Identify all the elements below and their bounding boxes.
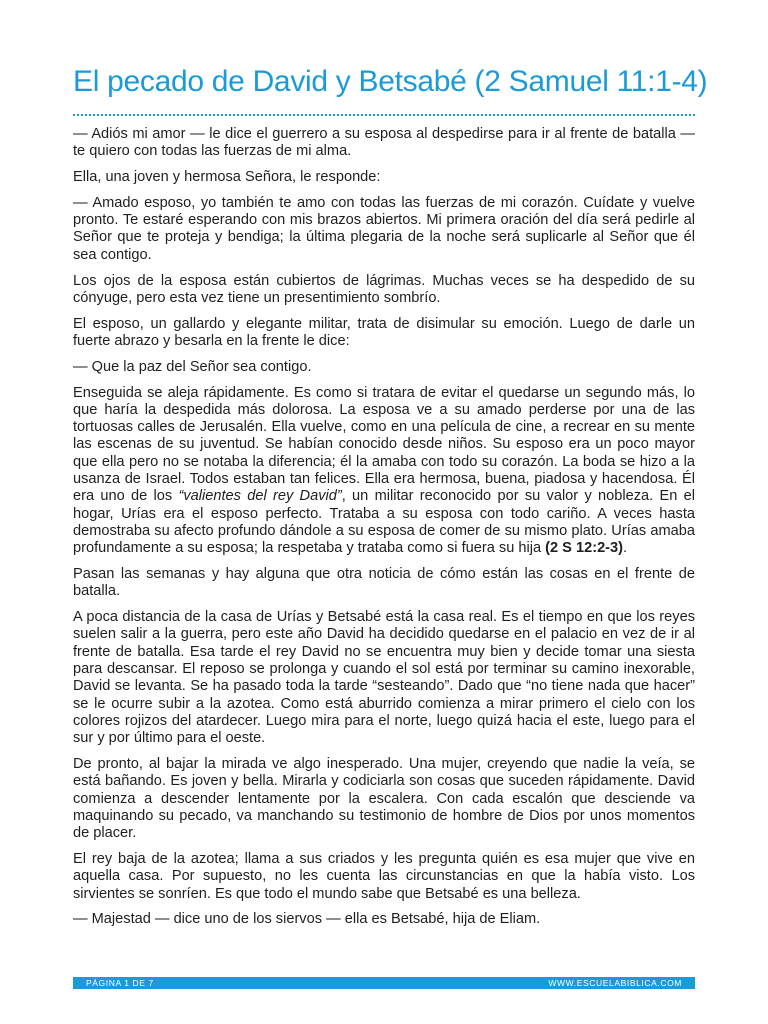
page-number: PÁGINA 1 DE 7 [86,978,154,988]
paragraph: El esposo, un gallardo y elegante militar, trata de disimular su emoción. Luego de darle un fuerte abrazo y besarla en la frente le dice: [73,315,695,349]
paragraph: El rey baja de la azotea; llama a sus criados y les pregunta quién es esa mujer que vive en aquella casa. Por supuesto, no les cuenta las circunstancias en que la había visto. Los sirvientes se sonríen. Es que todo el mundo sabe que Betsabé es una belleza. [73,850,695,902]
paragraph-text: , un militar reconocido por su valor y nobleza. En el hogar, Urías era el esposo perfecto. Trataba a su esposa con todo cariño. A veces hasta demostraba su afecto profundo dándole a su esposa de comer de su mismo plato. Urías amaba profundamente a su esposa; la respetaba y trataba como si fuera su hija [73,488,695,557]
document-body [73,126,695,937]
paragraph-text: . [623,540,628,557]
paragraph: A poca distancia de la casa de Urías y Betsabé está la casa real. Es el tiempo en que los reyes suelen salir a la guerra, pero este año David ha decidido quedarse en el palacio en vez de ir al frente de batalla. Esa tarde el rey David no se encuentra muy bien y decide tomar una siesta para descansar. El reposo se prolonga y cuando el sol está por terminar su camino inexorable, David se levanta. Se ha pasado toda la tarde “sesteando”. Dado que “no tiene nada que hacer” se le ocurre subir a la azotea. Como está aburrido comienza a mirar primero el cielo con los colores rojizos del atardecer. Luego mira para el norte, luego quizá hacia el este, luego para el sur y por último para el oeste. [73,609,695,747]
paragraph: — Adiós mi amor — le dice el guerrero a su esposa al despedirse para ir al frente de batalla — te quiero con todas las fuerzas de mi alma. [73,126,695,160]
italic-quote: “valientes del rey David” [178,488,342,505]
paragraph: Los ojos de la esposa están cubiertos de lágrimas. Muchas veces se ha despedido de su cónyuge, pero esta vez tiene un presentimiento sombrío. [73,272,695,306]
paragraph [73,385,695,558]
paragraph: Ella, una joven y hermosa Señora, le responde: [73,169,381,186]
paragraph: — Amado esposo, yo también te amo con todas las fuerzas de mi corazón. Cuídate y vuelve pronto. Te estaré esperando con mis brazos abiertos. Mi primera oración del día será pedirle al Señor que te proteja y bendiga; la última plegaria de la noche será suplicarle al Señor que él sea contigo. [73,194,695,263]
paragraph-text: Enseguida se aleja rápidamente. Es como si tratara de evitar el quedarse un segundo más, lo que haría la despedida más dolorosa. La esposa ve a su amado perderse por una de las tortuosas calles de Jerusalén. Ella vuelve, como en una película de cine, a recrear en su mente las escenas de su juventud. Se habían conocido desde niños. Su esposo era un poco mayor que ella pero no se notaba la diferencia; él la amaba con todo su corazón. La boda se hizo a la usanza de Israel. Todos estaban tan felices. Ella era hermosa, buena, piadosa y hacendosa. Él era uno de los [73,384,695,505]
title-dotted-divider [73,114,695,116]
website-link[interactable]: WWW.ESCUELABIBLICA.COM [548,978,682,988]
bible-reference: (2 S 12:2-3) [545,540,624,557]
page-footer [73,977,695,989]
paragraph: Pasan las semanas y hay alguna que otra noticia de cómo están las cosas en el frente de batalla. [73,566,695,600]
document-title: El pecado de David y Betsabé (2 Samuel 11:1-4) [73,65,708,98]
paragraph: — Que la paz del Señor sea contigo. [73,358,312,375]
paragraph: — Majestad — dice uno de los siervos — ella es Betsabé, hija de Eliam. [73,911,541,928]
paragraph: De pronto, al bajar la mirada ve algo inesperado. Una mujer, creyendo que nadie la veía, se está bañando. Es joven y bella. Mirarla y codiciarla son cosas que suceden rápidamente. David comienza a descender lentamente por la escalera. Con cada escalón que desciende va maquinando su pecado, va manchando su testimonio de hombre de Dios por unos momentos de placer. [73,756,695,842]
